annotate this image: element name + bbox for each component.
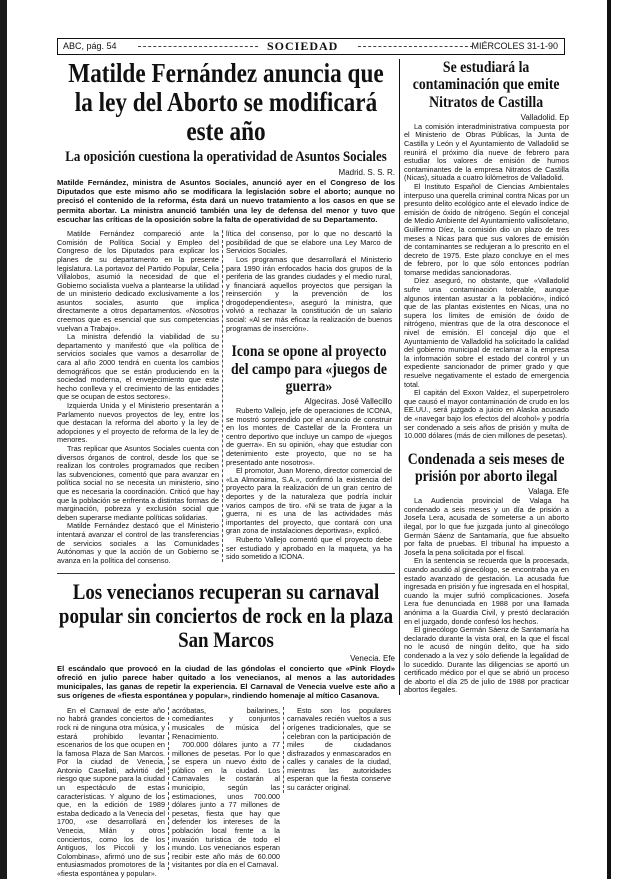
left-area: [57, 59, 395, 879]
paragraph: El Instituto Español de Ciencias Ambientales interpuso una querella criminal contra Nicas por un presunto delito ecológico ante el elevado índice de emisión de óxido de nitrógeno. Según el concejal de Medio Ambiente del Ayuntamiento vallisoletano, Guillermo Díez, la comisión dio un plazo de tres meses a Nicas para que sus valores de emisión de contaminantes se redujeran a lo prescrito en el decreto de 1975. Este plazo concluye en el mes de febrero, por lo que sólo entonces podrían tomarse medidas sancionadoras.: [404, 181, 569, 277]
main-subtitle: La oposición cuestiona la operatividad de Asuntos Sociales: [65, 149, 387, 166]
paragraph: Díez aseguró, no obstante, que «Valladolid sufre una contaminación tolerable, aunque algunos intentan asustar a la población», indicó que de las plantas existentes en Nicas, una no supera los límites de emisión de óxido de nitrógeno, mientras que de la otra desconoce el nivel de emisión. El concejal dijo que el Ayuntamiento de Valladolid ha solicitado la calidad del gobierno municipal de reclamar a la empresa la información sobre el estado del control y un expediente sancionador de primer grado y que resuelve negativamente el estado de emergencia total.: [404, 276, 569, 389]
page-grid: [57, 58, 569, 879]
condenada-headline-wrap: [404, 451, 569, 486]
nitratos-body: [404, 123, 569, 441]
main-subtitle-wrap: [57, 149, 395, 165]
main-headline-wrap: [57, 59, 395, 146]
page-header: [57, 38, 565, 55]
main-columns: [57, 230, 395, 565]
newspaper-page: [57, 0, 569, 879]
section-title: SOCIEDAD: [263, 39, 342, 54]
main-body-col1: [57, 230, 219, 565]
paragraph: Izquierda Unida y el Ministerio presentarán a Parlamento nuevos proyectos de ley, entre los que destacan la reforma del aborto y la ley de adopciones y el proyecto de reforma de la ley de menores.: [57, 401, 219, 445]
condenada-byline: Valaga. Efe: [528, 487, 569, 497]
header-rule: [138, 46, 258, 47]
main-right-column: [222, 230, 392, 562]
paragraph: En el Carnaval de este año no habrá grandes conciertos de rock ni de ninguna otra música, y estará prohibido levantar escenarios de los que ocupen en la famosa Plaza de San Marcos. Por la ciudad de Venecia, Antonio Casellati, advirtió del riesgo que supone para la ciudad un espectáculo de estas características. Y alguno de los que, en la edición de 1989 estaba dedicado a la Venecia del 1700, «se desarrollará en Venecia, Milán y otros conciertos, como los de los Antiguos, los Piccoli y los Colombinas», afirmó uno de sus entusiasmados promotores de la «fiesta espontánea y popular».: [57, 705, 165, 879]
venecia-byline: Venecia. Efe: [350, 653, 395, 663]
paragraph: acróbatas, bailarines, comediantes y conjuntos musicales de música del Renacimiento.: [172, 705, 280, 741]
main-byline: Madrid. S. S. R.: [338, 167, 395, 177]
condenada-body: [404, 497, 569, 695]
main-body-col2: [226, 230, 392, 333]
paragraph: Tras replicar que Asuntos Sociales cuenta con diversos órganos de control, desde los que se realizan los controles programados que reciben las subvenciones, comentó que para avanzar en política social no se necesita un ministerio, sino que es necesaria la coordinación. Criticó que hay que la población se enfrenta a distintas formas de marginación, pobreza y exclusión social que deben superarse mediante políticas solidarias.: [57, 443, 219, 522]
divider: [57, 573, 395, 574]
condenada-headline: Condenada a seis meses de prisión por aborto ilegal: [407, 450, 565, 486]
paragraph: El capitán del Exxon Valdez, el superpetrolero que causó el mayor contaminación de crudo en los EE.UU., será juzgado a juicio en Alaska acusado de «navegar bajo los efectos del alcohol» y podría ser condenado a seis años de prisión y multa de 10.000 dólares (más de cien millones de pesetas).: [404, 388, 569, 441]
icona-byline: Algeciras. José Vallecillo: [304, 397, 392, 407]
paragraph: El ginecólogo Germán Sáenz de Santamaría ha declarado durante la vista oral, en la que el fiscal no le acusó de ningún delito, que ha sido condenado a la vez y sólo defiende la legalidad de lo sucedido. Durante las diligencias se aportó un certificado médico por el que se abrió un proceso de aborto el día 25 de julio de 1988 por practicar abortos ilegales.: [404, 625, 569, 695]
issue-date: MIÉRCOLES 31-1-90: [471, 41, 558, 51]
icona-headline-wrap: [226, 343, 392, 395]
main-lede: Matilde Fernández, ministra de Asuntos Sociales, anunció ayer en el Congreso de los Diputados que este mismo año se modificara la legislación sobre el aborto; aunque no precisó el contenido de la reforma, ésta dará un nuevo tratamiento a los casos en que se permita abortar. La ministra anunció también una ley de defensa del menor y tuvo que escuchar las críticas de la oposición sobre la falta de operatividad de su Departamento.: [57, 177, 395, 224]
main-headline: Matilde Fernández anuncia que la ley del Aborto se modificará este año: [68, 58, 384, 147]
page-border: [607, 0, 611, 879]
paragraph: La comisión interadministrativa compuesta por el Ministerio de Obras Públicas, la Junta de Castilla y León y el Ayuntamiento de Valladolid se reunirá el próximo día nueve de febrero para estudiar los valores de emisión de humos contaminantes de la empresa Nitratos de Castilla (Nicas), situada a cuatro kilómetros de Valladolid.: [404, 121, 569, 183]
paragraph: Ruberto Vallejo, jefe de operaciones de ICONA, se mostró sorprendido por el anuncio de construir en los montes de Castellar de la Frontera un centro deportivo que incluye un campo de «juegos de guerra». En su opinión, «hay que estudiar con detenimiento este proyecto, que no se ha presentado ante nosotros».: [226, 406, 392, 467]
venecia-body-col3: [283, 707, 391, 793]
paragraph: Ruberto Vallejo comentó que el proyecto debe ser estudiado y aprobado en la maqueta, ya ha sido sometido a ICONA.: [226, 534, 392, 562]
paragraph: Los programas que desarrollará el Ministerio para 1990 irán enfocados hacia dos grupos de la periferia de las grandes ciudades y el medio rural, y financiará aquellos proyectos que persigan la reinserción y la prevención de los drogodependientes», aseguró la ministra, que volvió a rechazar la constitución de un salario social: «Al ser más eficaz la realización de buenos programas de inserción».: [226, 254, 392, 333]
paragraph: El promotor, Juan Moreno, director comercial de «La Almoraima, S.A.», confirmó la existencia del proyecto para la realización de un gran centro de deportes y de la naturaleza que podría incluir varios campos de tiro. «Ni se trata de jugar a la guerra, ni es una de las actividades más importantes del proyecto, que contará con una gran zona de instalaciones deportivas», explicó.: [226, 466, 392, 536]
nitratos-headline: Se estudiará la contaminación que emite Nitratos de Castilla: [412, 59, 560, 111]
paragraph: La ministra defendió la viabilidad de su departamento y manifestó que «la política de servicios sociales que vamos a desarrollar de cara al año 2000 tendrá en cuenta los cambios demográficos que se están produciendo en la sociedad moderna, el envejecimiento que este hecho conlleva y el crecimiento de las entidades que se ocupan de estos sectores».: [57, 332, 219, 402]
paragraph: 700.000 dólares junto a 77 millones de pesetas. Por lo que se espera un nuevo éxito de público en la ciudad. Los Carnavales le costarán al municipio, según las estimaciones, unos 700.000 dólares junto a 77 millones de pesetas, fiesta que hay que defender los intereses de la población local frente a la invasión turística de todo el mundo. Los venecianos esperan recibir este año más de 60.000 visitantes por día en el Carnaval.: [172, 740, 280, 870]
paragraph: lítica del consenso, por lo que no descartó la posibilidad de que se elabore una Ley Marco de Servicios Sociales.: [226, 229, 392, 256]
venecia-lede: El escándalo que provocó en la ciudad de las góndolas el concierto que «Pink Floyd» ofreció en julio parece haber quitado a los venecianos, al menos a las autoridades municipales, las ganas de repetir la experiencia. El Carnaval de Venecia vuelve este año a sus orígenes de «fiesta espontánea y popular», rindiendo homenaje al mítico Casanova.: [57, 663, 395, 701]
paragraph: En la sentencia se recuerda que la procesada, cuando acudió al ginecólogo, se encontraba ya en estado avanzado de gestación. La acusada fue ingresada en prisión y fue ingresada en el hospital, cuando la mujer sufrió complicaciones. Josefa Lera fue denunciada en 1988 por una llamada anónima a la Guardia Civil, y prestó declaración en el juzgado, donde confesó los hechos.: [404, 556, 569, 626]
nitratos-headline-wrap: [404, 59, 569, 111]
nitratos-byline: Valladolid. Ep: [520, 112, 569, 122]
page-number: ABC, pág. 54: [63, 41, 117, 51]
paragraph: Matilde Fernández destacó que el Ministerio intentará avanzar el control de las transferencias de servicios sociales a las Comunidades Autónomas y que la acción de un Gobierno se avanza en la política del consenso.: [57, 521, 219, 565]
paragraph: Matilde Fernández compareció ante la Comisión de Política Social y Empleo del Congreso de los Diputados para explicar los planes de su departamento en la presente legislatura. La portavoz del Partido Popular, Celia Villalobos, asumió la necesidad de que el Gobierno socialista vuelva a plantearse la utilidad de un ministerio dedicado exclusivamente a los asuntos sociales, asunto que implica directamente a otros departamentos. «Nosotros creemos que es esencial que sus competencias vuelvan a Trabajo».: [57, 229, 219, 333]
right-column: [399, 59, 569, 695]
paragraph: La Audiencia provincial de Valaga ha condenado a seis meses y un día de prisión a Josefa Lera, acusada de someterse a un aborto ilegal, por lo que fue juzgada junto al ginecólogo Germán Sáenz de Santamaría, que fue absuelto por falta de pruebas. El tribunal ha impuesto a Josefa la pena solicitada por el fiscal.: [404, 496, 569, 557]
venecia-headline: Los venecianos recuperan su carnaval popular sin conciertos de rock en la plaza San Marcos: [58, 579, 394, 652]
venecia-body-col1: [57, 707, 165, 879]
scan-edge: [0, 0, 7, 879]
icona-headline: Icona se opone al proyecto del campo para «juegos de guerra»: [231, 343, 387, 395]
venecia-headline-wrap: [57, 580, 395, 651]
venecia-body-col2: [168, 707, 280, 870]
header-rule: [358, 46, 473, 47]
paragraph: Esto son los populares carnavales recién vueltos a sus orígenes tradicionales, que se celebran con la participación de miles de ciudadanos disfrazados y enmascarados en calles y canales de la ciudad, mientras las autoridades esperan que la fiesta conserve su carácter original.: [287, 705, 391, 793]
icona-body: [226, 407, 392, 562]
venecia-columns: [57, 707, 395, 879]
